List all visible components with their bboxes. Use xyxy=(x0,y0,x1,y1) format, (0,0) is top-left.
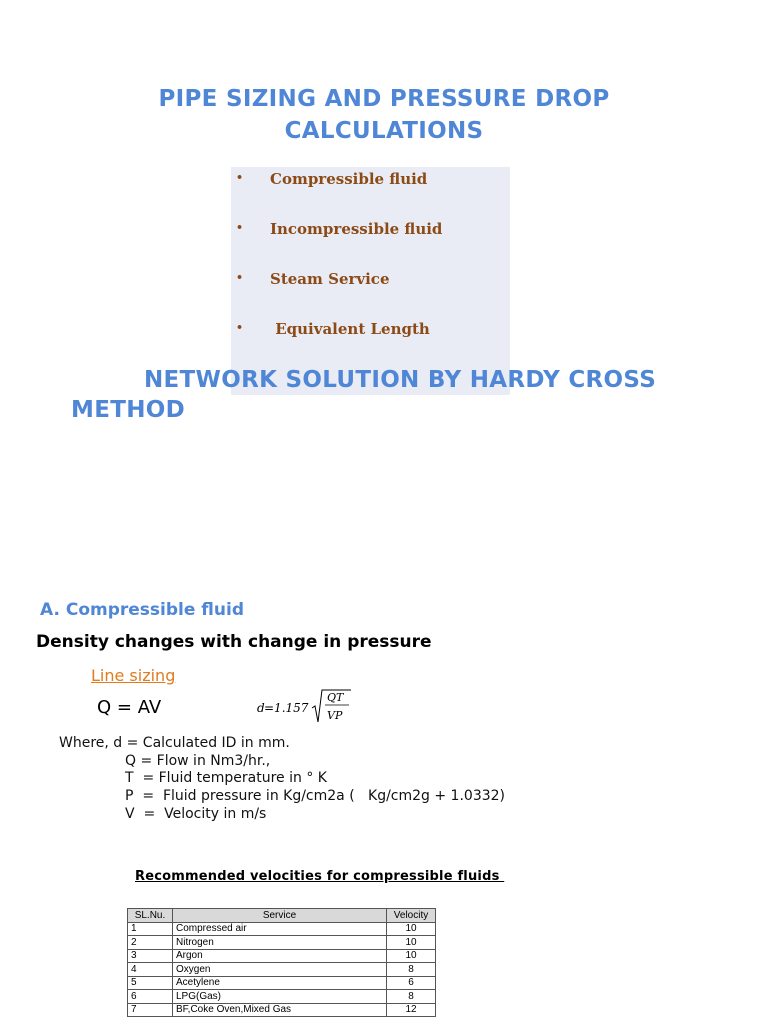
cell-service: Acetylene xyxy=(173,976,387,990)
cell-slno: 1 xyxy=(128,922,173,936)
velocity-table xyxy=(127,908,436,1017)
cell-velocity: 10 xyxy=(387,922,436,936)
cell-velocity: 8 xyxy=(387,990,436,1004)
topic-label: Incompressible fluid xyxy=(270,220,443,238)
network-heading-line2: METHOD xyxy=(71,397,185,423)
formula-numerator: QT xyxy=(327,691,344,704)
line-sizing-link[interactable]: Line sizing xyxy=(91,666,176,685)
cell-service: BF,Coke Oven,Mixed Gas xyxy=(173,1003,387,1017)
where-line-t: T = Fluid temperature in ° K xyxy=(125,770,327,786)
cell-slno: 3 xyxy=(128,949,173,963)
topic-label: Compressible fluid xyxy=(270,170,428,188)
topic-item-steam[interactable] xyxy=(236,270,390,288)
cell-service: Argon xyxy=(173,949,387,963)
where-line-p: P = Fluid pressure in Kg/cm2a ( Kg/cm2g + 1.0332) xyxy=(125,788,506,804)
bullet-icon: • xyxy=(236,271,244,284)
column-header-service: Service xyxy=(173,909,387,923)
cell-velocity: 10 xyxy=(387,949,436,963)
topic-label: Equivalent Length xyxy=(270,320,430,338)
column-header-slno: SL.Nu. xyxy=(128,909,173,923)
cell-slno: 5 xyxy=(128,976,173,990)
cell-slno: 2 xyxy=(128,936,173,950)
topic-item-incompressible[interactable] xyxy=(236,220,442,238)
table-row xyxy=(128,949,436,963)
topic-item-equivalent-length[interactable] xyxy=(236,320,430,338)
cell-slno: 4 xyxy=(128,963,173,977)
page-title-line2: CALCULATIONS xyxy=(284,118,484,144)
q-av-equation: Q = AV xyxy=(97,697,162,718)
cell-velocity: 10 xyxy=(387,936,436,950)
table-row xyxy=(128,922,436,936)
cell-service: LPG(Gas) xyxy=(173,990,387,1004)
cell-velocity: 12 xyxy=(387,1003,436,1017)
page-title-line1: PIPE SIZING AND PRESSURE DROP xyxy=(158,86,610,112)
cell-velocity: 6 xyxy=(387,976,436,990)
table-row xyxy=(128,1003,436,1017)
cell-slno: 6 xyxy=(128,990,173,1004)
cell-velocity: 8 xyxy=(387,963,436,977)
velocity-table-title: Recommended velocities for compressible fluids xyxy=(135,869,505,884)
table-row xyxy=(128,976,436,990)
formula-lhs: d xyxy=(257,701,265,715)
cell-service: Oxygen xyxy=(173,963,387,977)
topic-label: Steam Service xyxy=(270,270,390,288)
table-row xyxy=(128,936,436,950)
cell-slno: 7 xyxy=(128,1003,173,1017)
cell-service: Compressed air xyxy=(173,922,387,936)
bullet-icon: • xyxy=(236,321,244,334)
formula-denominator: VP xyxy=(327,709,343,722)
topic-item-compressible[interactable] xyxy=(236,170,427,188)
where-line-q: Q = Flow in Nm3/hr., xyxy=(125,753,271,769)
section-heading: A. Compressible fluid xyxy=(40,600,245,620)
section-subheading: Density changes with change in pressure xyxy=(36,632,432,652)
table-row xyxy=(128,963,436,977)
column-header-velocity: Velocity xyxy=(387,909,436,923)
formula-coefficient: =1.157 xyxy=(264,701,309,715)
table-row xyxy=(128,990,436,1004)
bullet-icon: • xyxy=(236,221,244,234)
where-line-d: Where, d = Calculated ID in mm. xyxy=(59,735,290,751)
cell-service: Nitrogen xyxy=(173,936,387,950)
table-header-row xyxy=(128,909,436,923)
bullet-icon: • xyxy=(236,171,244,184)
where-line-v: V = Velocity in m/s xyxy=(125,806,267,822)
network-heading-line1: NETWORK SOLUTION BY HARDY CROSS xyxy=(144,367,657,393)
